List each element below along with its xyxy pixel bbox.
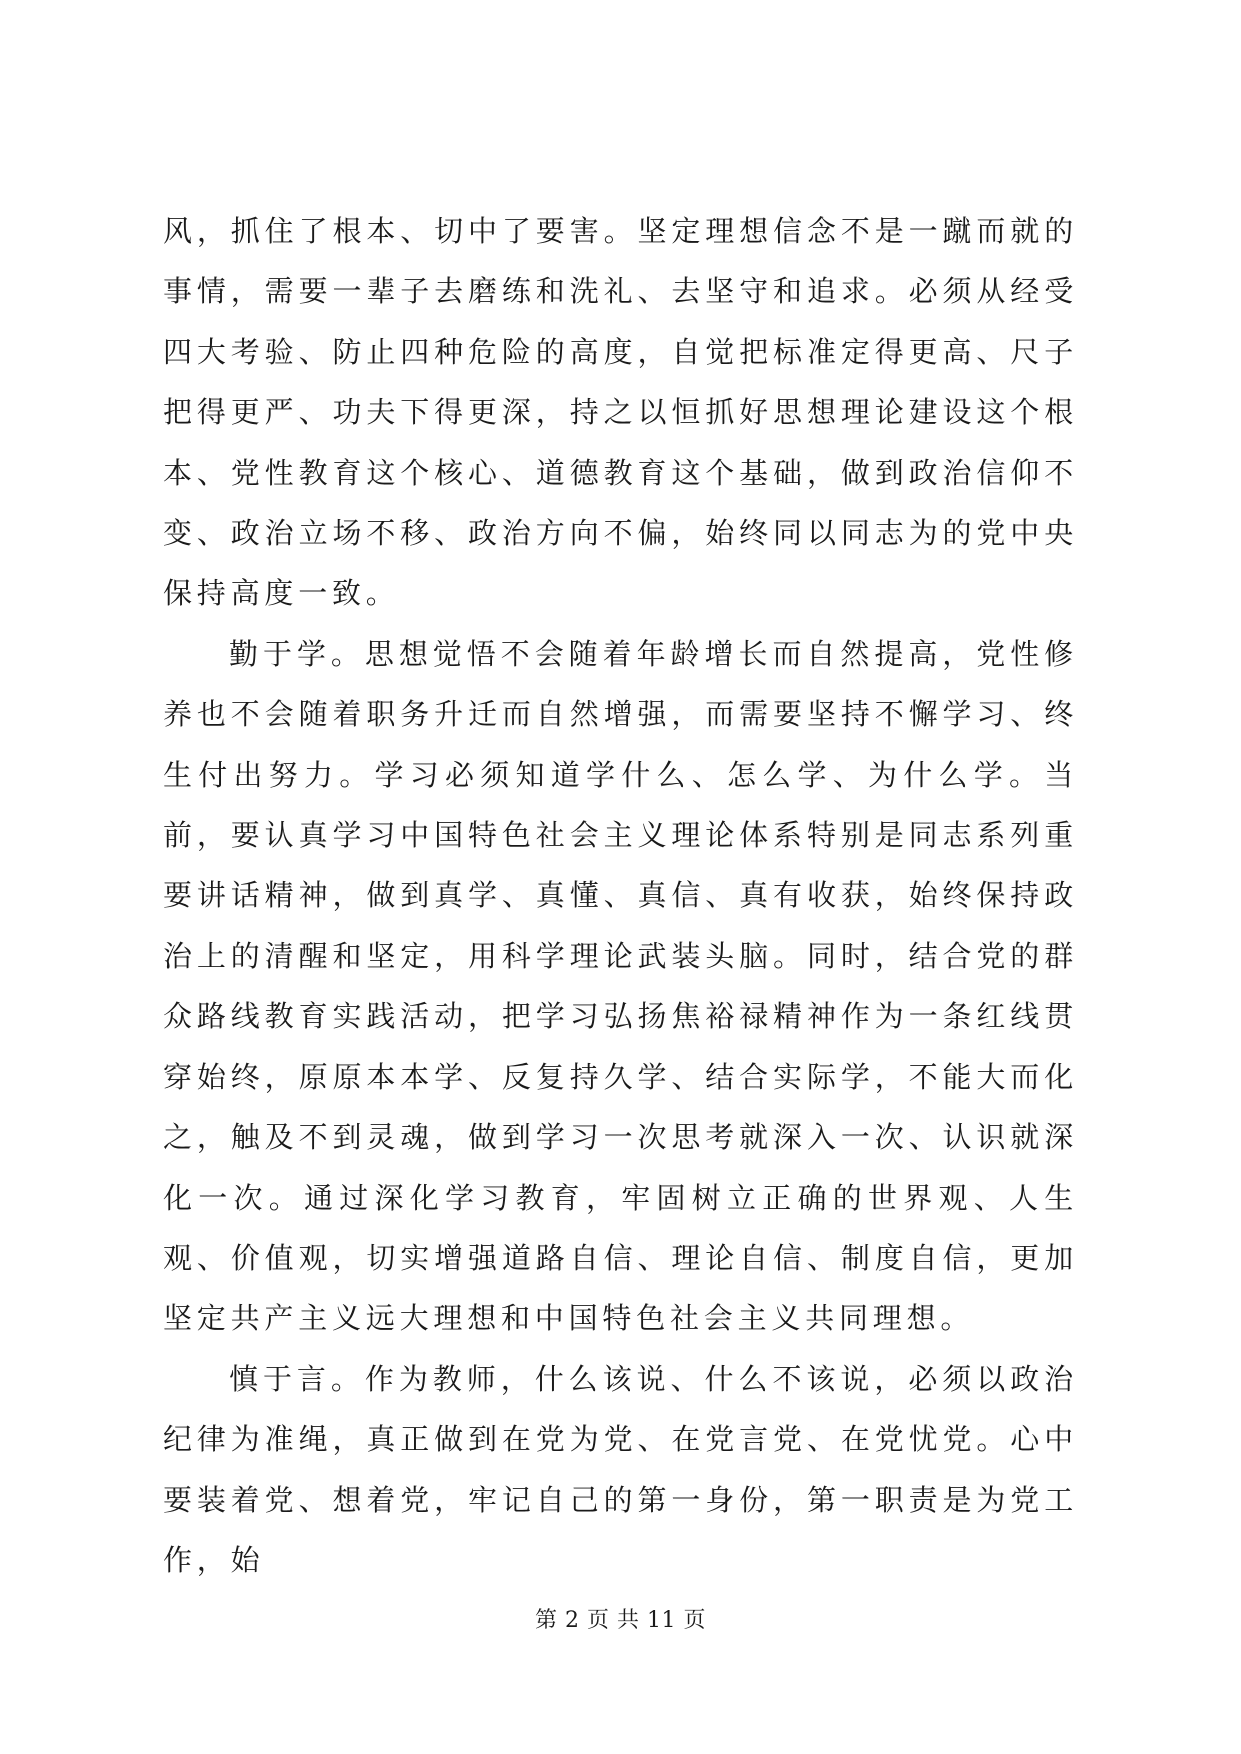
body-text: [163, 201, 1078, 1590]
paragraph-continuation: 风，抓住了根本、切中了要害。坚定理想信念不是一蹴而就的事情，需要一辈子去磨练和洗礼、去坚守和追求。必须从经受四大考验、防止四种危险的高度，自觉把标准定得更高、尺子把得更严、功夫下得更深，持之以恒抓好思想理论建设这个根本、党性教育这个核心、道德教育这个基础，做到政治信仰不变、政治立场不移、政治方向不偏，始终同以同志为的党中央保持高度一致。: [163, 214, 1078, 611]
paragraph-study: 勤于学。思想觉悟不会随着年龄增长而自然提高，党性修养也不会随着职务升迁而自然增强，而需要坚持不懈学习、终生付出努力。学习必须知道学什么、怎么学、为什么学。当前，要认真学习中国特色社会主义理论体系特别是同志系列重要讲话精神，做到真学、真懂、真信、真有收获，始终保持政治上的清醒和坚定，用科学理论武装头脑。同时，结合党的群众路线教育实践活动，把学习弘扬焦裕禄精神作为一条红线贯穿始终，原原本本学、反复持久学、结合实际学，不能大而化之，触及不到灵魂，做到学习一次思考就深入一次、认识就深化一次。通过深化学习教育，牢固树立正确的世界观、人生观、价值观，切实增强道路自信、理论自信、制度自信，更加坚定共产主义远大理想和中国特色社会主义共同理想。: [163, 636, 1078, 1336]
paragraph-speech: 慎于言。作为教师，什么该说、什么不该说，必须以政治纪律为准绳，真正做到在党为党、在党言党、在党忧党。心中要装着党、想着党，牢记自己的第一身份，第一职责是为党工作，始: [163, 1361, 1078, 1577]
page-number-footer: 第 2 页 共 11 页: [535, 1608, 706, 1633]
